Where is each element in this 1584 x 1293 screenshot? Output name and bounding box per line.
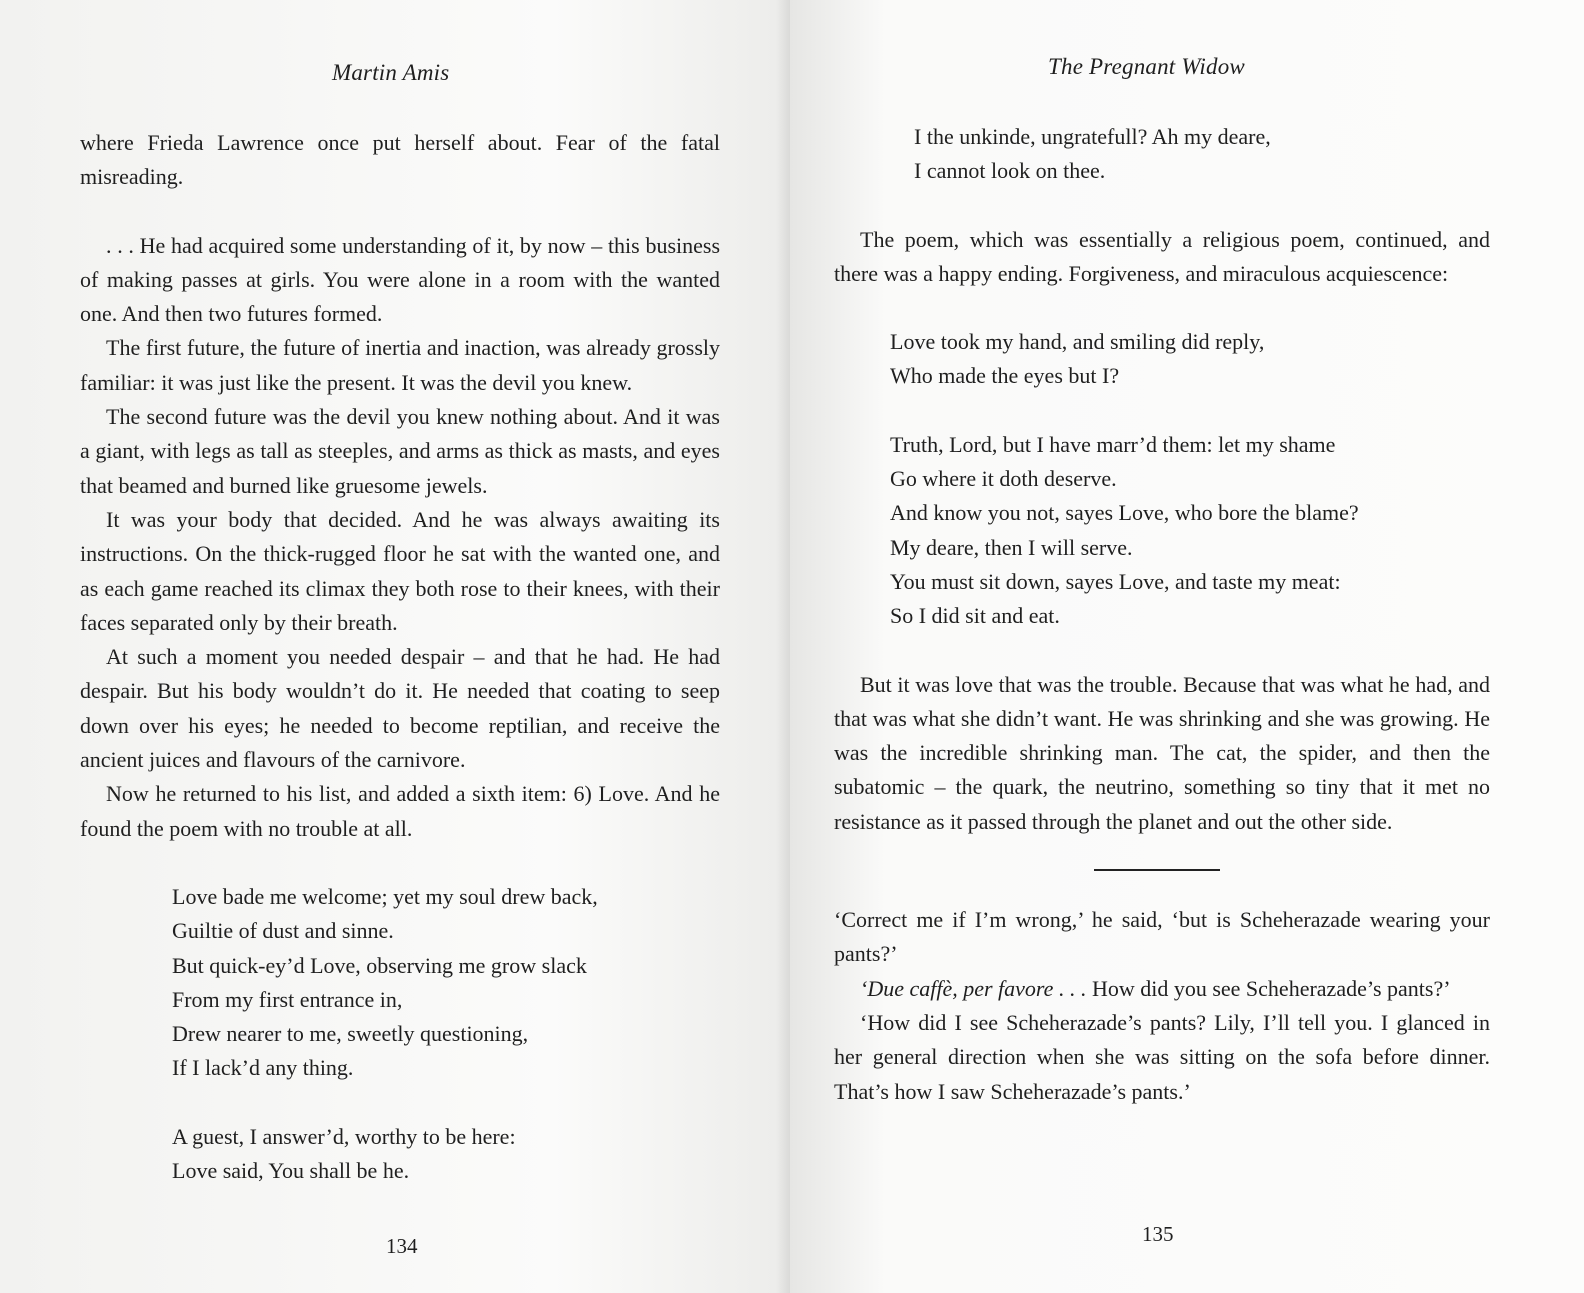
verse-line: And know you not, sayes Love, who bore the blame? [890, 500, 1359, 526]
verse-line: Love took my hand, and smiling did reply, [890, 329, 1265, 355]
running-head-title: The Pregnant Widow [1048, 54, 1245, 79]
paragraph: At such a moment you needed despair – and that he had. He had despair. But his body wouldn’t do it. He needed that coating to seep down over his eyes; he needed to become reptilian, and receive the ancient juices and flavours of the carnivore. [80, 644, 720, 773]
right-page [790, 0, 1584, 1293]
verse-line: From my first entrance in, [172, 986, 403, 1012]
left-body-text [80, 126, 720, 1188]
page-number: 135 [1142, 1222, 1174, 1246]
verse-line: Go where it doth deserve. [890, 466, 1117, 492]
poem-stanza [80, 880, 720, 1086]
verse-spacing [834, 634, 1490, 668]
stanza-break [834, 394, 1490, 428]
verse-line: I the unkinde, ungratefull? Ah my deare, [914, 124, 1271, 149]
paragraph-text: How did you see Scheherazade’s pants?’ [1086, 975, 1451, 1001]
verse-spacing [834, 189, 1490, 223]
verse-line: If I lack’d any thing. [172, 1055, 354, 1081]
section-break [80, 195, 720, 229]
verse-line: Love bade me welcome; yet my soul drew back, [172, 883, 598, 909]
verse-line: Love said, You shall be he. [172, 1158, 410, 1184]
paragraph: ‘Correct me if I’m wrong,’ he said, ‘but is Scheherazade wearing your pants?’ [834, 907, 1490, 967]
section-rule [1094, 869, 1220, 871]
poem-stanza [834, 325, 1490, 394]
verse-line: So I did sit and eat. [890, 603, 1060, 629]
verse-line: Drew nearer to me, sweetly questioning, [172, 1021, 529, 1047]
poem-stanza [834, 120, 1490, 189]
right-body-text [834, 120, 1490, 1109]
paragraph: . . . He had acquired some understanding of it, by now – this business of making passes at girls. You were alone in a room with the wanted one. And then two futures formed. [80, 232, 720, 327]
verse-spacing [80, 846, 720, 880]
verse-spacing [834, 291, 1490, 325]
section-break [834, 839, 1490, 903]
paragraph: Now he returned to his list, and added a sixth item: 6) Love. And he found the poem with no trouble at all. [80, 781, 720, 841]
verse-line: My deare, then I will serve. [890, 534, 1133, 560]
paragraph: It was your body that decided. And he was always awaiting its instructions. On the thick-rugged floor he sat with the wanted one, and as each game reached its climax they both rose to their knees, with their faces separated only by their breath. [80, 506, 720, 635]
poem-stanza [834, 428, 1490, 634]
paragraph: But it was love that was the trouble. Because that was what he had, and that was what she didn’t want. He was shrinking and she was growing. He was the incredible shrinking man. The cat, the spider, and then the subatomic – the quark, the neutrino, something so tiny that it met no resistance as it passed through the planet and out the other side. [834, 671, 1490, 834]
verse-line: But quick-ey’d Love, observing me grow slack [172, 952, 587, 978]
paragraph: The first future, the future of inertia and inaction, was already grossly familiar: it was just like the present. It was the devil you knew. [80, 335, 720, 395]
paragraph: The second future was the devil you knew nothing about. And it was a giant, with legs as tall as steeples, and arms as thick as masts, and eyes that beamed and burned like gruesome jewels. [80, 404, 720, 498]
paragraph: where Frieda Lawrence once put herself about. Fear of the fatal misreading. [80, 130, 720, 190]
poem-stanza [80, 1120, 720, 1189]
verse-line: Who made the eyes but I? [890, 363, 1120, 389]
paragraph [834, 972, 1490, 1006]
verse-line: I cannot look on thee. [914, 158, 1106, 184]
verse-line: A guest, I answer’d, worthy to be here: [172, 1123, 516, 1149]
verse-line: Truth, Lord, but I have marr’d them: let my shame [890, 431, 1336, 457]
running-head-author: Martin Amis [332, 60, 450, 85]
paragraph: ‘How did I see Scheherazade’s pants? Lily, I’ll tell you. I glanced in her general direction when she was sitting on the sofa before dinner. That’s how I saw Scheherazade’s pants.’ [834, 1009, 1490, 1104]
page-number: 134 [386, 1234, 418, 1258]
verse-line: You must sit down, sayes Love, and taste my meat: [890, 568, 1341, 594]
left-page [0, 0, 790, 1293]
paragraph: The poem, which was essentially a religious poem, continued, and there was a happy ending. Forgiveness, and miraculous acquiescence: [834, 226, 1490, 286]
italic-phrase: ‘Due caffè, per favore . . . [860, 975, 1087, 1001]
stanza-break [80, 1086, 720, 1120]
verse-line: Guiltie of dust and sinne. [172, 918, 394, 944]
